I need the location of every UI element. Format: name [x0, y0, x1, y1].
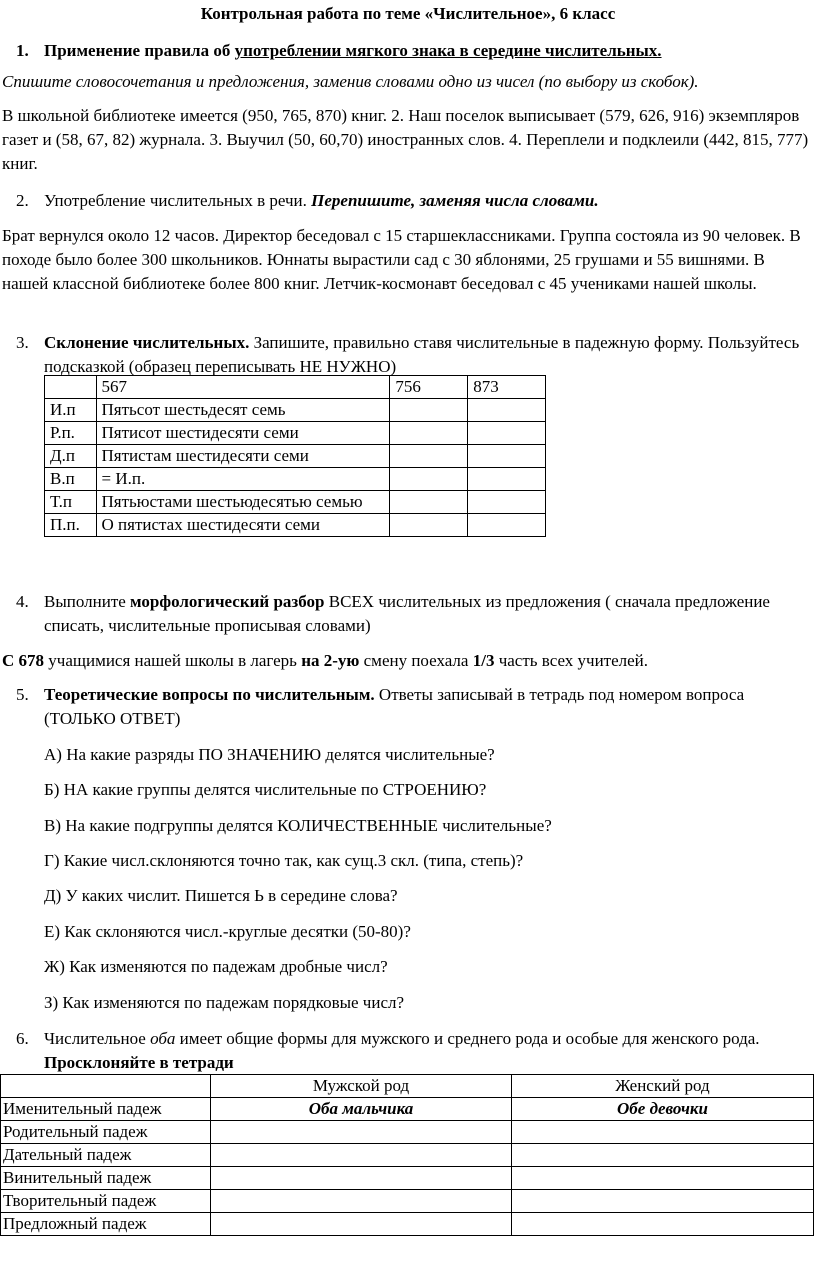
task4-text-bold: морфологический разбор — [130, 592, 325, 611]
task1-heading — [44, 39, 816, 63]
table-cell: Предложный падеж — [1, 1213, 211, 1236]
task1-heading-underlined: употреблении мягкого знака в середине числительных. — [234, 41, 662, 60]
table-row — [45, 514, 546, 537]
table-header-row — [1, 1075, 814, 1098]
table-row — [45, 422, 546, 445]
table-cell: Дательный падеж — [1, 1144, 211, 1167]
page-title: Контрольная работа по теме «Числительное», 6 класс — [200, 4, 616, 23]
table-cell — [211, 1121, 512, 1144]
table-row — [1, 1213, 814, 1236]
table-cell: 567 — [96, 376, 390, 399]
sentence-part: смену поехала — [359, 651, 473, 670]
table-cell — [45, 376, 97, 399]
table-cell — [512, 1121, 814, 1144]
table-cell: И.п — [45, 399, 97, 422]
table-cell — [390, 445, 468, 468]
task2-number: 2. — [16, 191, 29, 210]
oba-table — [0, 1074, 814, 1236]
question-item: Ж) Как изменяются по падежам дробные числ? — [44, 957, 388, 976]
table-header-row — [45, 376, 546, 399]
table-cell — [512, 1167, 814, 1190]
task6-text-b: имеет общие формы для мужского и среднего рода и особые для женского рода. — [175, 1029, 760, 1048]
table-cell: Родительный падеж — [1, 1121, 211, 1144]
task6-text-italic: оба — [150, 1029, 176, 1048]
table-cell: Пятьсот шестьдесят семь — [96, 399, 390, 422]
table-cell: Винительный падеж — [1, 1167, 211, 1190]
table-cell: Т.п — [45, 491, 97, 514]
task1-instruction: Спишите словосочетания и предложения, заменив словами одно из чисел (по выбору из скобок). — [2, 72, 699, 91]
table-cell — [468, 445, 546, 468]
task1-text: В школьной библиотеке имеется (950, 765, 870) книг. 2. Наш поселок выписывает (579, 626, 916) экземпляров газет и (58, 67, 82) журнала. 3. Выучил (50, 60,70) иностранных слов. 4. Переплели и подклеили (442, 815, 777) книг. — [2, 106, 809, 173]
task6-number: 6. — [16, 1029, 29, 1048]
table-cell: Женский род — [512, 1075, 814, 1098]
question-item: Е) Как склоняются числ.-круглые десятки (50-80)? — [44, 922, 411, 941]
task2-text: Брат вернулся около 12 часов. Директор беседовал с 15 старшеклассниками. Группа состояла из 90 человек. В походе было более 300 школьников. Юннаты вырастили сад с 30 яблонями, 25 грушами и 55 вишнями. В нашей классной библиотеке более 800 книг. Летчик-космонавт беседовал с 45 учениками нашей школы. — [2, 226, 801, 293]
table-cell — [390, 422, 468, 445]
table-cell: П.п. — [45, 514, 97, 537]
task3-number: 3. — [16, 333, 29, 352]
question-item: Г) Какие числ.склоняются точно так, как сущ.3 скл. (типа, степь)? — [44, 851, 524, 870]
task4-number: 4. — [16, 592, 29, 611]
table-cell: Д.п — [45, 445, 97, 468]
task2-heading — [44, 189, 816, 213]
task4-text — [44, 590, 816, 638]
table-cell: = И.п. — [96, 468, 390, 491]
table-cell: В.п — [45, 468, 97, 491]
table-cell: Именительный падеж — [1, 1098, 211, 1121]
task6-text — [44, 1027, 816, 1075]
table-row — [45, 445, 546, 468]
table-cell: Пятьюстами шестьюдесятью семью — [96, 491, 390, 514]
table-cell — [1, 1075, 211, 1098]
task6-text-a: Числительное — [44, 1029, 151, 1048]
table-cell: Пятистам шестидесяти семи — [96, 445, 390, 468]
table-cell — [390, 491, 468, 514]
task2-heading-bold-italic: Перепишите, заменяя числа словами. — [311, 191, 599, 210]
question-item: А) На какие разряды ПО ЗНАЧЕНИЮ делятся числительные? — [44, 745, 495, 764]
table-cell — [512, 1213, 814, 1236]
table-row — [45, 491, 546, 514]
task2-heading-plain: Употребление числительных в речи. — [44, 191, 312, 210]
table-cell — [512, 1144, 814, 1167]
task3-heading-rest: Запишите, правильно ставя числительные в падежную форму. Пользуйтесь подсказкой (образец переписывать НЕ НУЖНО) — [44, 333, 800, 376]
table-cell: Пятисот шестидесяти семи — [96, 422, 390, 445]
table-cell — [468, 514, 546, 537]
task4-text-a: Выполните — [44, 592, 131, 611]
table-cell: Р.п. — [45, 422, 97, 445]
table-cell — [211, 1167, 512, 1190]
sentence-part: часть всех учителей. — [494, 651, 649, 670]
table-cell: Оба мальчика — [211, 1098, 512, 1121]
table-cell — [211, 1213, 512, 1236]
table-row — [1, 1098, 814, 1121]
table-cell — [211, 1144, 512, 1167]
table-cell: 756 — [390, 376, 468, 399]
table-cell — [390, 514, 468, 537]
task1-heading-plain: Применение правила об — [44, 41, 235, 60]
task5-heading-rest: Ответы записывай в тетрадь под номером вопроса (ТОЛЬКО ОТВЕТ) — [44, 685, 745, 728]
question-item: З) Как изменяются по падежам порядковые числ? — [44, 993, 405, 1012]
question-item: В) На какие подгруппы делятся КОЛИЧЕСТВЕННЫЕ числительные? — [44, 816, 552, 835]
task4-text-b: ВСЕХ числительных из предложения ( сначала предложение списать, числительные прописывая словами) — [44, 592, 770, 635]
sentence-part: учащимися нашей школы в лагерь — [44, 651, 302, 670]
table-cell — [468, 468, 546, 491]
table-row — [1, 1190, 814, 1213]
task5-number: 5. — [16, 685, 29, 704]
table-cell — [512, 1190, 814, 1213]
question-item: Д) У каких числит. Пишется Ь в середине слова? — [44, 886, 398, 905]
task6-text-bold: Просклоняйте в тетради — [44, 1053, 234, 1072]
declension-table — [44, 375, 546, 537]
table-row — [1, 1167, 814, 1190]
table-row — [1, 1121, 814, 1144]
task5-heading — [44, 683, 816, 731]
table-cell — [468, 422, 546, 445]
task3-heading — [44, 331, 816, 379]
task5-heading-bold: Теоретические вопросы по числительным. — [44, 685, 375, 704]
sentence-part: на 2-ую — [301, 651, 360, 670]
table-cell — [468, 399, 546, 422]
sentence-part: С 678 — [2, 651, 45, 670]
table-cell — [211, 1190, 512, 1213]
table-cell — [468, 491, 546, 514]
task3-heading-bold: Склонение числительных. — [44, 333, 250, 352]
table-cell: Обе девочки — [512, 1098, 814, 1121]
table-row — [45, 468, 546, 491]
table-cell: Мужской род — [211, 1075, 512, 1098]
table-cell — [390, 468, 468, 491]
task4-sentence — [2, 649, 814, 673]
table-cell: О пятистах шестидесяти семи — [96, 514, 390, 537]
task1-number: 1. — [16, 41, 29, 60]
table-row — [45, 399, 546, 422]
sentence-part: 1/3 — [472, 651, 495, 670]
table-cell — [390, 399, 468, 422]
table-cell: 873 — [468, 376, 546, 399]
question-item: Б) НА какие группы делятся числительные по СТРОЕНИЮ? — [44, 780, 487, 799]
table-cell: Творительный падеж — [1, 1190, 211, 1213]
table-row — [1, 1144, 814, 1167]
